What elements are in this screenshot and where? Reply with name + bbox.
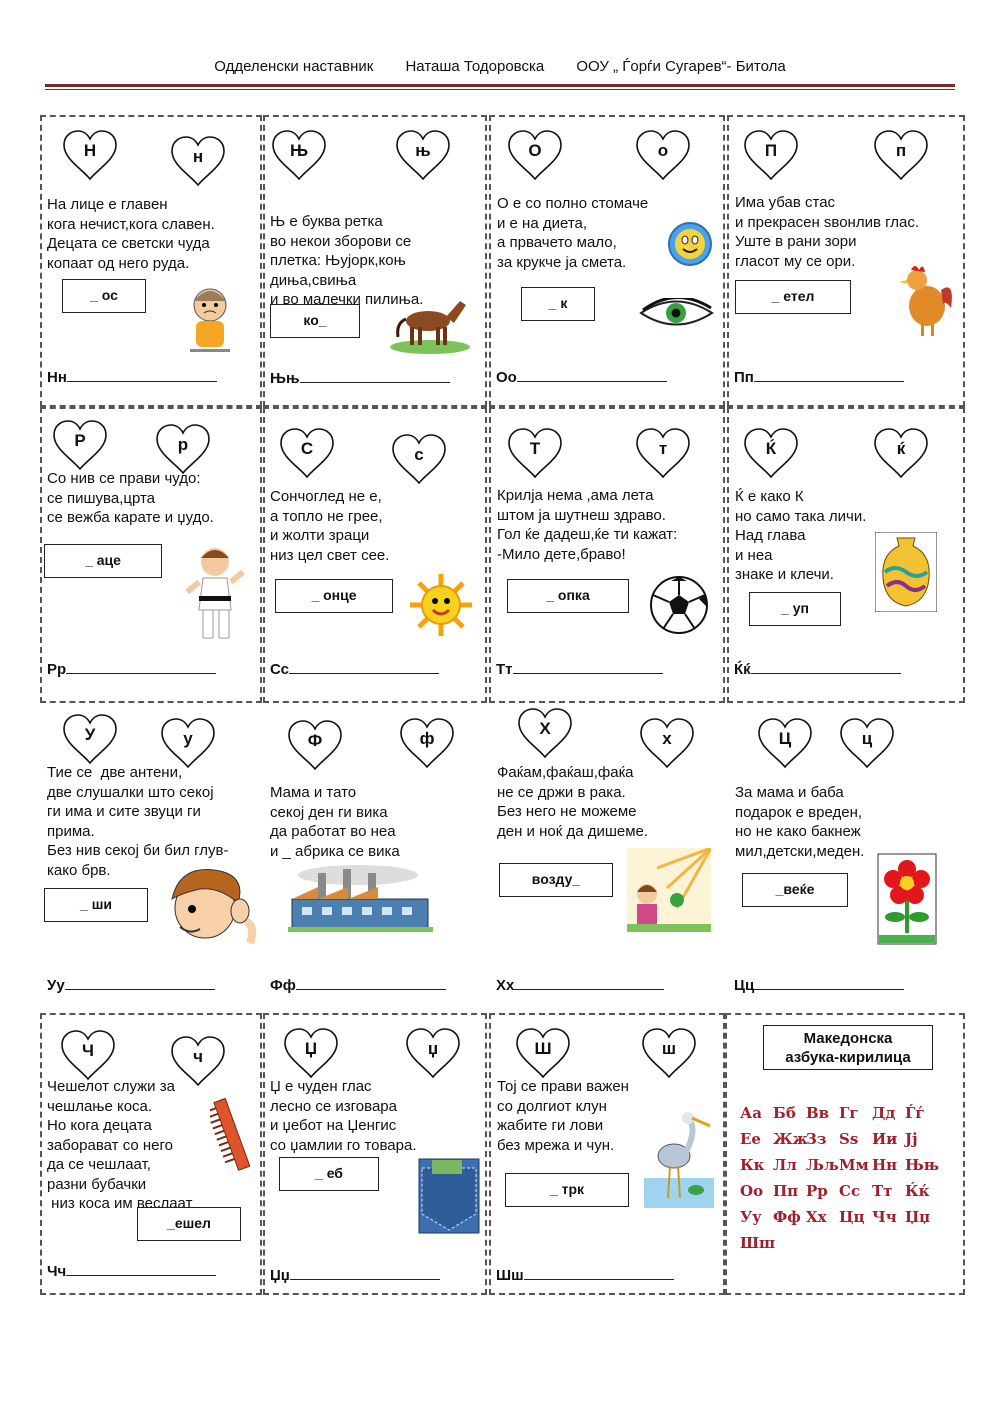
alphabet-letter: Ќќ bbox=[905, 1182, 930, 1200]
writing-line[interactable] bbox=[270, 1265, 440, 1284]
letter-poem: Фаќам,фаќаш,фаќа не се држи в рака. Без него не можеме ден и ноќ да дишеме. bbox=[497, 764, 649, 840]
uppercase-heart bbox=[287, 719, 343, 771]
writing-line-label: Тт bbox=[496, 661, 513, 678]
writing-line[interactable] bbox=[496, 975, 664, 994]
writing-line[interactable] bbox=[270, 368, 450, 387]
fill-in-word-box[interactable]: _ опка bbox=[507, 579, 629, 613]
writing-line[interactable] bbox=[47, 659, 216, 678]
lowercase-letter: п bbox=[895, 141, 907, 160]
writing-underline[interactable] bbox=[296, 975, 446, 990]
alphabet-letter: Бб bbox=[773, 1104, 796, 1122]
uppercase-heart bbox=[507, 427, 563, 479]
breathing-girl-picture bbox=[627, 848, 711, 937]
lowercase-heart bbox=[639, 717, 695, 769]
fill-in-word-box[interactable]: _ етел bbox=[735, 280, 851, 314]
lowercase-letter: ч bbox=[193, 1047, 203, 1066]
uppercase-letter: П bbox=[764, 141, 778, 160]
writing-line[interactable] bbox=[734, 659, 901, 678]
dirty-child-picture bbox=[180, 285, 240, 360]
lowercase-heart bbox=[399, 717, 455, 769]
stork-picture bbox=[644, 1108, 714, 1213]
fill-in-word-box[interactable]: _ трк bbox=[505, 1173, 629, 1207]
alphabet-title-line1: Македонска bbox=[803, 1030, 893, 1047]
alphabet-letter: Тт bbox=[872, 1182, 893, 1200]
alphabet-letter: Ѓѓ bbox=[905, 1104, 925, 1122]
alphabet-letter: Ее bbox=[740, 1130, 761, 1148]
lowercase-heart bbox=[391, 433, 447, 485]
alphabet-letter: Дд bbox=[872, 1104, 896, 1122]
letter-poem: Крилја нема ,ама лета штом ја шутнеш здраво. Гол ќе дадеш,ќе ти кажат: -Мило дете,браво! bbox=[497, 487, 678, 563]
uppercase-heart bbox=[743, 427, 799, 479]
uppercase-letter: Џ bbox=[304, 1039, 318, 1058]
alphabet-letter: Лл bbox=[773, 1156, 797, 1174]
letter-poem: Њ е буква ретка во некои зборови се плетка: Њујорк,коњ диња,свиња и во малечки пилиња. bbox=[270, 213, 424, 308]
alphabet-letter: Хх bbox=[806, 1208, 827, 1226]
uppercase-letter: Ч bbox=[82, 1041, 94, 1060]
uppercase-heart bbox=[62, 129, 118, 181]
alphabet-letter: Гг bbox=[839, 1104, 859, 1122]
writing-line-label: Нн bbox=[47, 369, 67, 386]
writing-underline[interactable] bbox=[65, 975, 215, 990]
alphabet-letter: Љљ bbox=[806, 1156, 839, 1174]
writing-line-label: Уу bbox=[47, 977, 65, 994]
alphabet-letter: Њњ bbox=[905, 1156, 940, 1174]
writing-underline[interactable] bbox=[754, 367, 904, 382]
lowercase-letter: с bbox=[414, 445, 424, 464]
writing-line[interactable] bbox=[496, 1265, 674, 1284]
header-rule-thin bbox=[45, 89, 955, 90]
writing-line[interactable] bbox=[47, 1261, 216, 1280]
writing-underline[interactable] bbox=[514, 975, 664, 990]
horse-picture bbox=[388, 293, 473, 360]
lowercase-heart bbox=[155, 423, 211, 475]
writing-line-label: Оо bbox=[496, 369, 517, 386]
alphabet-letters bbox=[740, 1100, 955, 1256]
uppercase-heart bbox=[271, 129, 327, 181]
lowercase-heart bbox=[839, 717, 895, 769]
letter-poem: Ќ е како К но само така личи. Над глава и неа знаке и клечи. bbox=[735, 488, 867, 583]
listening-boy-picture bbox=[160, 863, 260, 958]
writing-line-label: Џџ bbox=[270, 1267, 290, 1284]
lowercase-heart bbox=[635, 427, 691, 479]
fill-in-word-box[interactable]: _ аце bbox=[44, 544, 162, 578]
lowercase-heart bbox=[405, 1027, 461, 1079]
writing-line-label: Ќќ bbox=[734, 661, 751, 678]
letter-poem: Чешелот служи за чешлање коса. Но кога децата заборават со него да се чешлаат, разни бубачки низ коса им веслаат bbox=[47, 1078, 193, 1212]
alphabet-letter: Цц bbox=[839, 1208, 865, 1226]
uppercase-letter: Њ bbox=[289, 141, 309, 160]
uppercase-letter: Н bbox=[83, 141, 97, 160]
writing-line-label: Чч bbox=[47, 1263, 67, 1280]
fill-in-word-box[interactable]: _ онце bbox=[275, 579, 393, 613]
rooster-picture bbox=[895, 260, 955, 345]
alphabet-letter: Фф bbox=[773, 1208, 801, 1226]
uppercase-heart bbox=[279, 427, 335, 479]
teacher-name: Наташа Тодоровска bbox=[405, 58, 545, 75]
letter-poem: О е со полно стомаче и е на диета, а првачето мало, за крукче ја смета. bbox=[497, 195, 649, 271]
alphabet-letter: Сс bbox=[839, 1182, 861, 1200]
writing-line-label: Хх bbox=[496, 977, 515, 994]
ball-picture bbox=[649, 575, 709, 640]
alphabet-letter: Оо bbox=[740, 1182, 764, 1200]
writing-line-label: Фф bbox=[270, 977, 296, 994]
writing-line-label: Сс bbox=[270, 661, 289, 678]
factory-picture bbox=[288, 863, 433, 938]
letter-poem: На лице е главен кога нечист,кога славен. Децата се светски чуда копаат од него руда. bbox=[47, 196, 215, 272]
writing-underline[interactable] bbox=[289, 659, 439, 674]
school-name: ООУ „ Ѓорѓи Сугарев“- Битола bbox=[576, 58, 786, 75]
uppercase-letter: Т bbox=[529, 439, 541, 458]
uppercase-heart bbox=[283, 1027, 339, 1079]
fill-in-word-box[interactable]: ко_ bbox=[270, 304, 360, 338]
alphabet-letter: Кк bbox=[740, 1156, 765, 1174]
header-rule bbox=[45, 84, 955, 87]
alphabet-letter: Жж bbox=[773, 1130, 808, 1148]
writing-underline[interactable] bbox=[513, 659, 663, 674]
writing-underline[interactable] bbox=[517, 367, 667, 382]
lowercase-letter: н bbox=[192, 147, 204, 166]
fill-in-word-box[interactable]: _ еб bbox=[279, 1157, 379, 1191]
writing-line[interactable] bbox=[734, 367, 904, 386]
writing-line-label: Пп bbox=[734, 369, 754, 386]
uppercase-letter: У bbox=[84, 725, 96, 744]
letter-poem: За мама и баба подарок е вреден, но не како бакнеж мил,детски,меден. bbox=[735, 784, 865, 860]
letter-poem: Има убав стас и прекрасен ѕвонлив глас. Уште в рани зори гласот му се ори. bbox=[735, 194, 919, 270]
writing-line[interactable] bbox=[734, 975, 904, 994]
writing-underline[interactable] bbox=[751, 659, 901, 674]
alphabet-letter: Зз bbox=[806, 1130, 827, 1148]
uppercase-letter: Ќ bbox=[765, 439, 777, 458]
writing-line[interactable] bbox=[270, 975, 446, 994]
smiley-picture bbox=[667, 221, 713, 272]
letter-poem: Џ е чуден глас лесно се изговара и џебот на Џенгис со џамлии го товара. bbox=[270, 1078, 417, 1154]
lowercase-heart bbox=[635, 129, 691, 181]
lowercase-letter: њ bbox=[415, 141, 431, 160]
alphabet-letter: Мм bbox=[839, 1156, 869, 1174]
eye-picture bbox=[639, 298, 714, 333]
lowercase-heart bbox=[641, 1027, 697, 1079]
writing-underline[interactable] bbox=[67, 367, 217, 382]
letter-poem: Тој се прави важен со долгиот клун жабите ги лови без мрежа и чун. bbox=[497, 1078, 629, 1154]
fill-in-word-box[interactable]: _ешел bbox=[137, 1207, 241, 1241]
letter-poem: Мама и тато секој ден ги вика да работат во неа и _ абрика се вика bbox=[270, 784, 400, 860]
uppercase-letter: О bbox=[528, 141, 542, 160]
fill-in-word-box[interactable]: _ ос bbox=[62, 279, 146, 313]
lowercase-letter: р bbox=[177, 435, 189, 454]
fill-in-word-box[interactable]: _веќе bbox=[742, 873, 848, 907]
comb-picture bbox=[210, 1095, 250, 1180]
uppercase-letter: С bbox=[300, 439, 314, 458]
alphabet-title bbox=[763, 1025, 933, 1070]
alphabet-letter: Рр bbox=[806, 1182, 828, 1200]
lowercase-letter: ш bbox=[661, 1039, 677, 1058]
uppercase-heart bbox=[52, 419, 108, 471]
uppercase-heart bbox=[60, 1029, 116, 1081]
writing-underline[interactable] bbox=[754, 975, 904, 990]
fill-in-word-box[interactable]: _ ши bbox=[44, 888, 148, 922]
karate-boy-picture bbox=[185, 542, 247, 647]
teacher-label: Одделенски наставник bbox=[214, 58, 374, 75]
lowercase-heart bbox=[170, 135, 226, 187]
alphabet-letter: Нн bbox=[872, 1156, 898, 1174]
lowercase-letter: х bbox=[662, 729, 672, 748]
alphabet-title-line2: азбука-кирилица bbox=[785, 1049, 911, 1066]
writing-line[interactable] bbox=[496, 659, 663, 678]
uppercase-letter: Ш bbox=[534, 1039, 552, 1058]
alphabet-letter: Пп bbox=[773, 1182, 799, 1200]
alphabet-letter: Џџ bbox=[905, 1208, 931, 1226]
lowercase-letter: у bbox=[183, 729, 193, 748]
lowercase-heart bbox=[395, 129, 451, 181]
uppercase-letter: Ц bbox=[778, 729, 792, 748]
sun-picture bbox=[408, 572, 474, 643]
alphabet-letter: Јј bbox=[905, 1130, 918, 1148]
lowercase-letter: џ bbox=[427, 1039, 439, 1058]
uppercase-letter: Ф bbox=[307, 731, 323, 750]
writing-underline[interactable] bbox=[290, 1265, 440, 1280]
writing-line[interactable] bbox=[496, 367, 667, 386]
writing-underline[interactable] bbox=[524, 1265, 674, 1280]
uppercase-heart bbox=[757, 717, 813, 769]
writing-line[interactable] bbox=[47, 367, 217, 386]
fill-in-word-box[interactable]: возду_ bbox=[499, 863, 613, 897]
fill-in-word-box[interactable]: _ к bbox=[521, 287, 595, 321]
writing-line-label: Њњ bbox=[270, 370, 300, 387]
writing-underline[interactable] bbox=[300, 368, 450, 383]
lowercase-heart bbox=[873, 427, 929, 479]
uppercase-letter: Р bbox=[74, 431, 86, 450]
writing-line-label: Рр bbox=[47, 661, 67, 678]
lowercase-letter: о bbox=[657, 141, 669, 160]
alphabet-letter: Вв bbox=[806, 1104, 830, 1122]
vase-picture bbox=[875, 532, 937, 617]
writing-underline[interactable] bbox=[66, 659, 216, 674]
uppercase-heart bbox=[743, 129, 799, 181]
alphabet-letter: Ѕѕ bbox=[839, 1130, 859, 1148]
flower-picture bbox=[877, 853, 937, 950]
letter-poem: Тие се две антени, две слушалки што секој ги има и сите звуци ги прима. Без нив секој би бил глув- како брв. bbox=[47, 764, 229, 879]
uppercase-heart bbox=[507, 129, 563, 181]
lowercase-heart bbox=[873, 129, 929, 181]
writing-line-label: Цц bbox=[734, 977, 755, 994]
lowercase-letter: ќ bbox=[896, 439, 906, 458]
alphabet-letter: Уу bbox=[740, 1208, 762, 1226]
lowercase-letter: ф bbox=[419, 729, 435, 748]
alphabet-letter: Шш bbox=[740, 1234, 776, 1252]
fill-in-word-box[interactable]: _ уп bbox=[749, 592, 841, 626]
alphabet-letter: Аа bbox=[740, 1104, 762, 1122]
alphabet-letter: Ии bbox=[872, 1130, 898, 1148]
lowercase-letter: ц bbox=[861, 729, 873, 748]
lowercase-letter: т bbox=[658, 439, 668, 458]
lowercase-heart bbox=[160, 717, 216, 769]
uppercase-heart bbox=[517, 707, 573, 759]
writing-line[interactable] bbox=[47, 975, 215, 994]
pocket-picture bbox=[418, 1158, 480, 1239]
writing-underline[interactable] bbox=[66, 1261, 216, 1276]
letter-poem: Со нив се прави чудо: се пишува,црта се вежба карате и џудо. bbox=[47, 470, 214, 526]
writing-line[interactable] bbox=[270, 659, 439, 678]
page-header bbox=[0, 58, 1000, 75]
writing-line-label: Шш bbox=[496, 1267, 524, 1284]
uppercase-heart bbox=[62, 713, 118, 765]
letter-poem: Сончоглед не е, а топло не грее, и жолти зраци низ цел свет сее. bbox=[270, 488, 390, 564]
uppercase-letter: Х bbox=[539, 719, 551, 738]
uppercase-heart bbox=[515, 1027, 571, 1079]
alphabet-letter: Чч bbox=[872, 1208, 897, 1226]
